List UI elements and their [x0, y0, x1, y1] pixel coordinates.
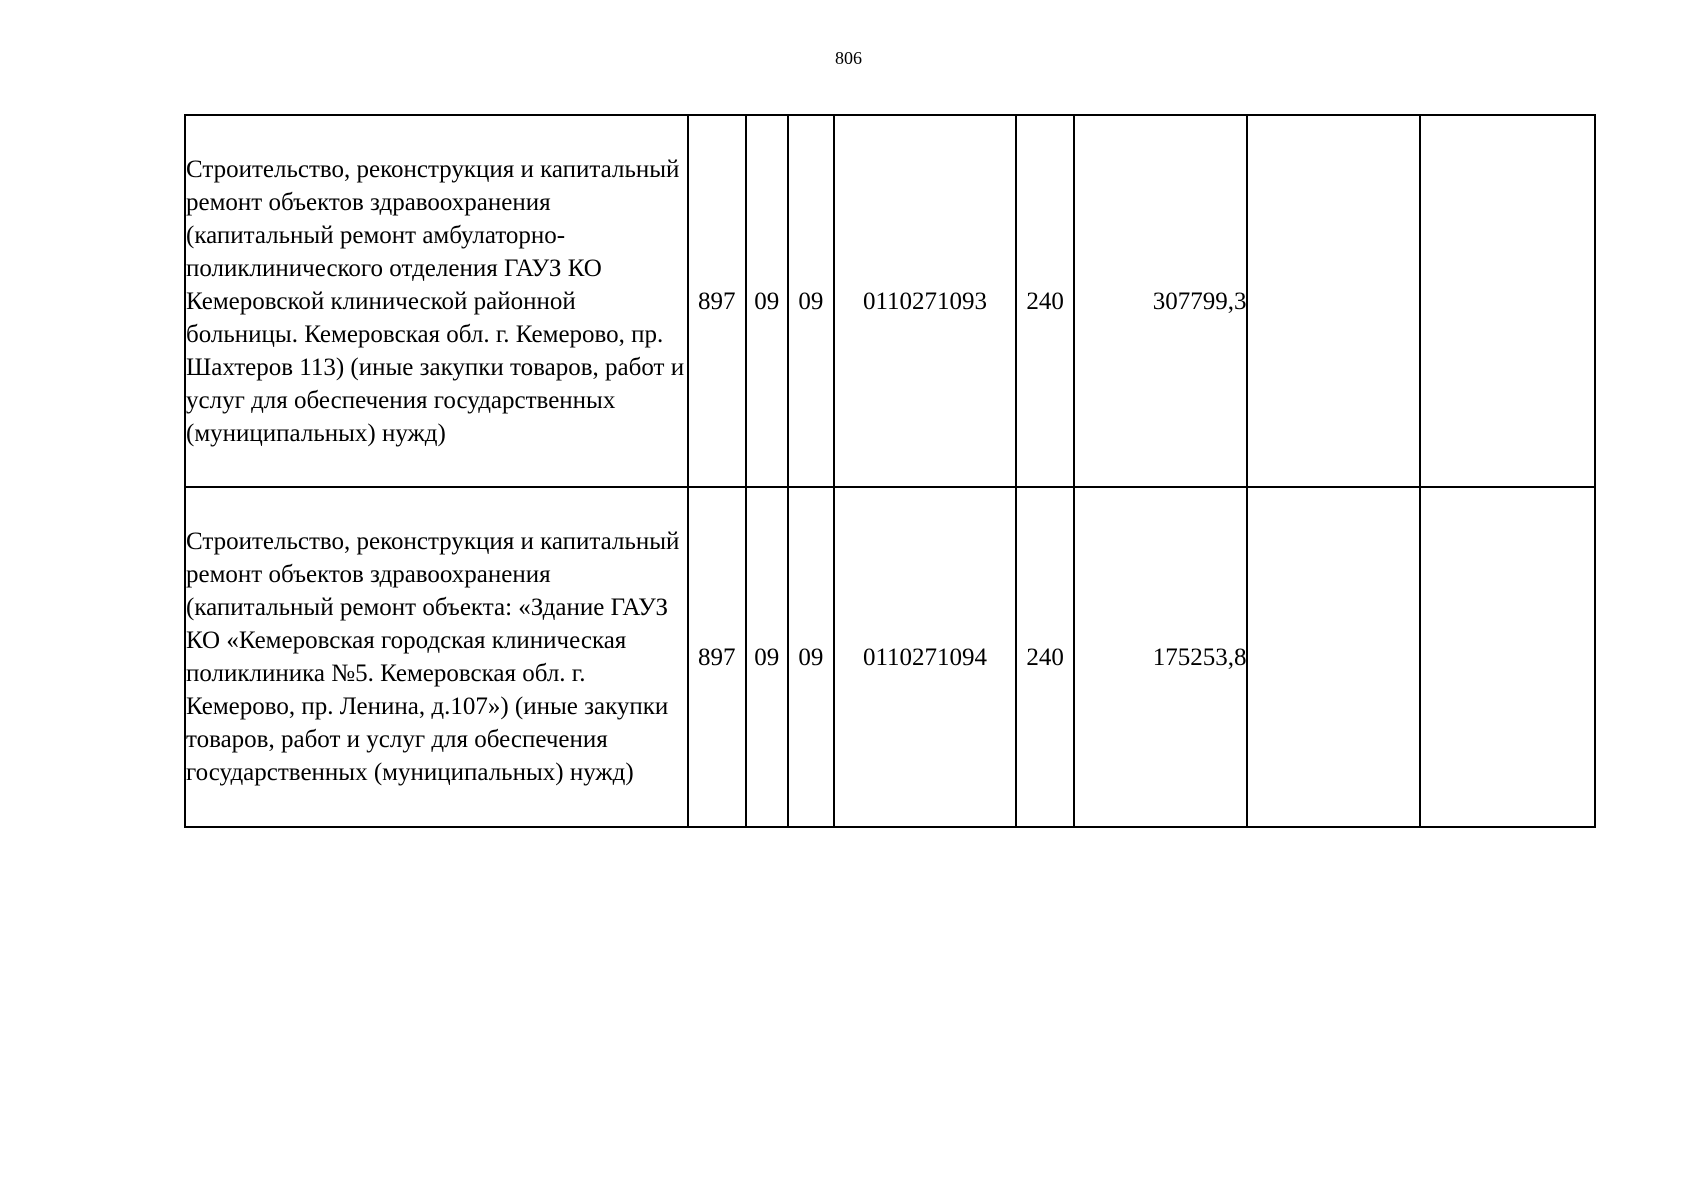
table-row [185, 115, 1595, 487]
empty-cell [1247, 487, 1419, 827]
description-cell: Строительство, реконструкция и капитальный ремонт объектов здравоохранения (капитальный ремонт объекта: «Здание ГАУЗ КО «Кемеровская городская клиническая поликлиника №5. Кемеровская обл. г. Кемерово, пр. Ленина, д.107») (иные закупки товаров, работ и услуг для обеспечения государственных (муниципальных) нужд) [185, 487, 688, 827]
ministry-code-cell: 897 [688, 487, 746, 827]
subsection-cell: 09 [788, 487, 834, 827]
expense-type-cell: 240 [1016, 487, 1074, 827]
target-article-cell: 0110271094 [834, 487, 1016, 827]
ministry-code-cell: 897 [688, 115, 746, 487]
table-row [185, 487, 1595, 827]
target-article-cell: 0110271093 [834, 115, 1016, 487]
budget-table [184, 114, 1596, 828]
empty-cell [1420, 487, 1595, 827]
empty-cell [1420, 115, 1595, 487]
description-cell: Строительство, реконструкция и капитальный ремонт объектов здравоохранения (капитальный ремонт амбулаторно-поликлинического отделения ГАУЗ КО Кемеровской клинической районной больницы. Кемеровская обл. г. Кемерово, пр. Шахтеров 113) (иные закупки товаров, работ и услуг для обеспечения государственных (муниципальных) нужд) [185, 115, 688, 487]
page-number: 806 [835, 48, 862, 68]
subsection-cell: 09 [788, 115, 834, 487]
amount-cell: 307799,3 [1074, 115, 1247, 487]
empty-cell [1247, 115, 1419, 487]
expense-type-cell: 240 [1016, 115, 1074, 487]
amount-cell: 175253,8 [1074, 487, 1247, 827]
section-cell: 09 [746, 115, 788, 487]
section-cell: 09 [746, 487, 788, 827]
